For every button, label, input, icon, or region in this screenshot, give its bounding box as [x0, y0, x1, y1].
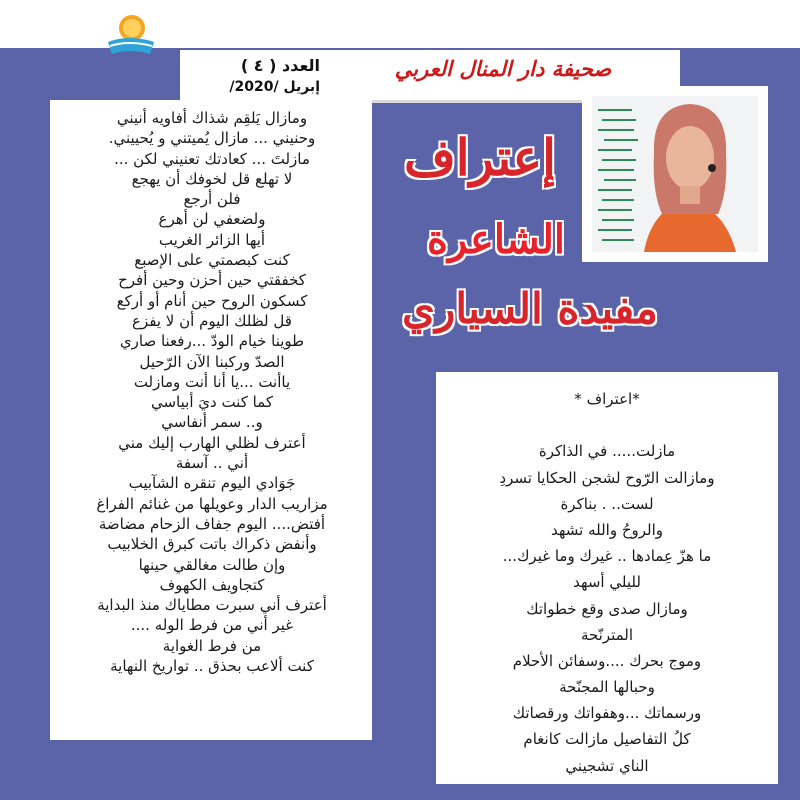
poem-line: ورسماتك ...وهفواتك ورقصاتك [512, 704, 702, 723]
poem-line: كنت ألاعب بحذق .. تواريخ النهاية [110, 657, 314, 676]
poem-line: الصدّ وركبنا الآن الرّحيل [139, 352, 285, 371]
poem-heading: *اعتراف * [574, 390, 640, 408]
poem-line: لا تهلع قل لخوفك أن يهجع [131, 169, 293, 188]
issue-date: إبريل /2020/ [229, 79, 320, 95]
poem-line: جَوَادي اليوم تنقره الشآبيب [128, 474, 296, 493]
poem-left-text [56, 108, 368, 676]
publication-logo [104, 12, 156, 58]
poem-line: ومازال يَلقِم شذاك أفاويه أنيني [116, 109, 308, 127]
poem-line: فلن أرجع [183, 190, 241, 209]
poem-line: كسكون الروح حين أنام أو أركع [116, 291, 308, 310]
poem-line: كتجاويف الكهوف [159, 575, 265, 594]
poem-line: مازلت..... في الذاكرة [538, 442, 676, 461]
title-confession: إعتراف [403, 128, 557, 187]
poem-line: كنت كبصمتي على الإصبع [134, 251, 290, 270]
poem-line: و.. سمر أنفاسي [161, 413, 263, 432]
poem-line: طوينا خيام الودّ ...رفعنا صاري [119, 332, 305, 351]
poem-line: أعترف لظلي الهارب إليك مني [118, 433, 306, 452]
poem-line: كخفقتي حين أحزن وحين أفرح [118, 271, 306, 290]
poem-line: وحبالها المجنّحة [559, 678, 655, 697]
poem-line: والروحُ والله تشهد [550, 520, 664, 539]
poem-line: كلُ التفاصيل مازالت كانغام [523, 730, 691, 749]
poem-line [440, 412, 774, 438]
poem-line: أفتض.... اليوم جفاف الزحام مضاضة [98, 514, 326, 533]
poem-line: المترنّحة [580, 625, 634, 644]
poem-line: لست.. . بناكرة [560, 494, 654, 513]
poem-line: كما كنت ديَ أبياسي [150, 393, 273, 412]
poet-photo [592, 96, 758, 252]
publication-name: صحيفة دار المنال العربي [394, 56, 612, 81]
poem-line: وحنيني ... مازال يُميتني و يُحييني. [108, 129, 316, 148]
title-poetess: الشاعرة [426, 216, 566, 263]
poem-line: أعترف أني سبرت مطاياك منذ البداية [97, 596, 327, 615]
poem-line: قل لظلك اليوم أن لا يفزع [132, 311, 292, 330]
poem-line: مازلتَ ... كعادتك تعنيني لكن ... [114, 149, 310, 168]
poem-line: ومازالت الرّوح لشجن الحكايا تسردِ [499, 468, 715, 487]
poem-line: ومازال صدى وقع خطواتك [526, 599, 688, 618]
poem-line: وإن طالت مغالقي حينها [138, 555, 286, 574]
poem-line: مزاريب الدار وعويلها من غنائم الفراغ [96, 494, 328, 513]
poem-right-text [440, 386, 774, 779]
poem-line: أيها الزائر الغريب [158, 230, 266, 249]
poem-line: غير أني من فرط الوله .... [130, 616, 294, 635]
poem-line: ما هزّ عِمادها .. غيرك وما غيرك... [502, 547, 712, 566]
poem-line: وأنفض ذكراك باتت كبرق الخلابيب [107, 535, 317, 554]
poem-line: الناي تشجيني [565, 756, 649, 775]
poem-line: من فرط الغواية [162, 636, 262, 655]
poem-line: لليلي أسهد [573, 573, 641, 592]
poem-line: أني .. آسفة [175, 454, 249, 473]
poem-line: وموج بحرك ....وسفائن الأحلام [512, 651, 702, 670]
issue-number: العدد ( ٤ ) [240, 56, 320, 75]
title-poet-name: مفيدة السياري [402, 284, 658, 333]
poem-line: ولضعفي لن أهرع [158, 210, 266, 229]
poem-line: ياأنت ...يا أنا أنت ومازلت [133, 372, 291, 391]
